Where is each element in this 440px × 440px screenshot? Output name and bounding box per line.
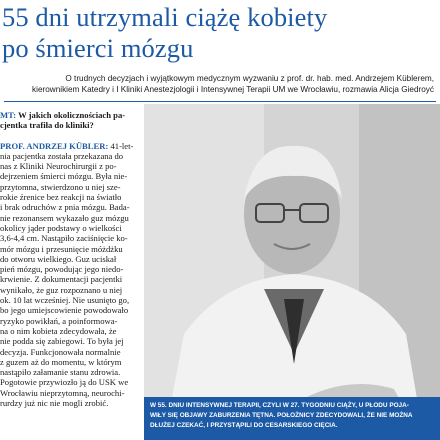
lead-line-1: O trudnych decyzjach i wyjątkowym medycznym wyzwaniu z prof. dr. hab. med. Andrzejem Küblerem,: [65, 74, 434, 83]
answer-line: 3,6-4,4 cm. Nastąpiło zaciśnięcie ko-: [0, 233, 128, 244]
headline-line-2: po śmierci mózgu: [2, 33, 194, 63]
caption-line-3: DŁUŻEJ CZEKAĆ, I PRZYSTĄPILI DO CESARSKIEGO CIĘCIA.: [150, 422, 338, 429]
caption-line-1: W 55. DNIU INTENSYWNEJ TERAPII, CZYLI W 27. TYGODNIU CIĄŻY, U PŁODU POJA-: [150, 402, 409, 409]
answer-line: rokie źrenice bez reakcji na światło: [0, 192, 122, 203]
article-column: [0, 110, 140, 408]
answer-line: nas z Kliniki Neurochirurgii z po-: [0, 161, 117, 172]
lead-line-2: kierownikiem Katedry i I Kliniki Anestezjologii i Intensywnej Terapii UM we Wrocławiu, rozmawia Alicja Giedroyć: [32, 85, 434, 94]
answer-speaker: PROF. ANDRZEJ KÜBLER:: [0, 140, 109, 151]
header-divider: [4, 101, 436, 102]
answer-line: Wrocławiu nieprzytomną, neurochi-: [0, 387, 125, 398]
interview-question: [0, 110, 140, 131]
answer-line: rurdzy już nic nie mogli zrobić.: [0, 398, 109, 409]
answer-line: ok. 10 lat wcześniej. Nie usunięto go,: [0, 295, 130, 306]
answer-line: 41-let-: [110, 140, 134, 151]
answer-line: nastąpiło załamanie stanu zdrowia.: [0, 367, 121, 378]
answer-line: i brak odruchów z pnia mózgu. Bada-: [0, 202, 130, 213]
answer-line: do otworu wielkiego. Guz uciskał: [0, 253, 117, 264]
answer-line: dejrzeniem śmierci mózgu. Była nie-: [0, 171, 128, 182]
article-lead: [32, 73, 434, 95]
answer-line: na o nim kobieta zdecydowała, że: [0, 325, 117, 336]
caption-line-2: WIŁY SIĘ OBJAWY ZABURZENIA TĘTNA. POŁOŻNICY ZDECYDOWALI, ŻE NIE MOŻNA: [150, 412, 413, 419]
question-tag: MT:: [0, 110, 17, 120]
answer-line: Pogotowie przywiozło ją do USK we: [0, 377, 129, 388]
professor-portrait-illustration: [144, 104, 440, 440]
photo-caption: [144, 397, 440, 440]
answer-line: mór mózgu i przesunięcie móżdżku: [0, 243, 123, 254]
answer-line: krwienie. Z dokumentacji pacjentki: [0, 274, 123, 285]
interview-answer: [0, 141, 140, 409]
question-text-1: W jakich okolicznościach pa-: [16, 110, 126, 120]
answer-line: bo jego umiejscowienie powodowało: [0, 305, 129, 316]
question-text-2: cjentka trafiła do kliniki?: [0, 120, 94, 131]
answer-line: okolicy jąder podstawy o wielkości: [0, 222, 122, 233]
answer-line: ryzyko powikłań, a poinformowa-: [0, 315, 118, 326]
answer-line: pień mózgu, powodując jego niedo-: [0, 264, 124, 275]
answer-line: nia pacjentka została przekazana do: [0, 150, 124, 161]
professor-photo: [144, 104, 440, 440]
answer-line: decyzja. Funkcjonowała normalnie: [0, 346, 121, 357]
answer-line: nie rezonansem wykazało guz mózgu: [0, 212, 129, 223]
answer-line: z guzem aż do momentu, w którym: [0, 356, 122, 367]
answer-line: przytomna, stwierdzono u niej sze-: [0, 181, 121, 192]
answer-line: wynikało, że guz rozpoznano u niej: [0, 284, 123, 295]
answer-line: nie podda się zabiegowi. To była jej: [0, 336, 124, 347]
headline-line-1: 55 dni utrzymali ciążę kobiety: [2, 2, 328, 32]
